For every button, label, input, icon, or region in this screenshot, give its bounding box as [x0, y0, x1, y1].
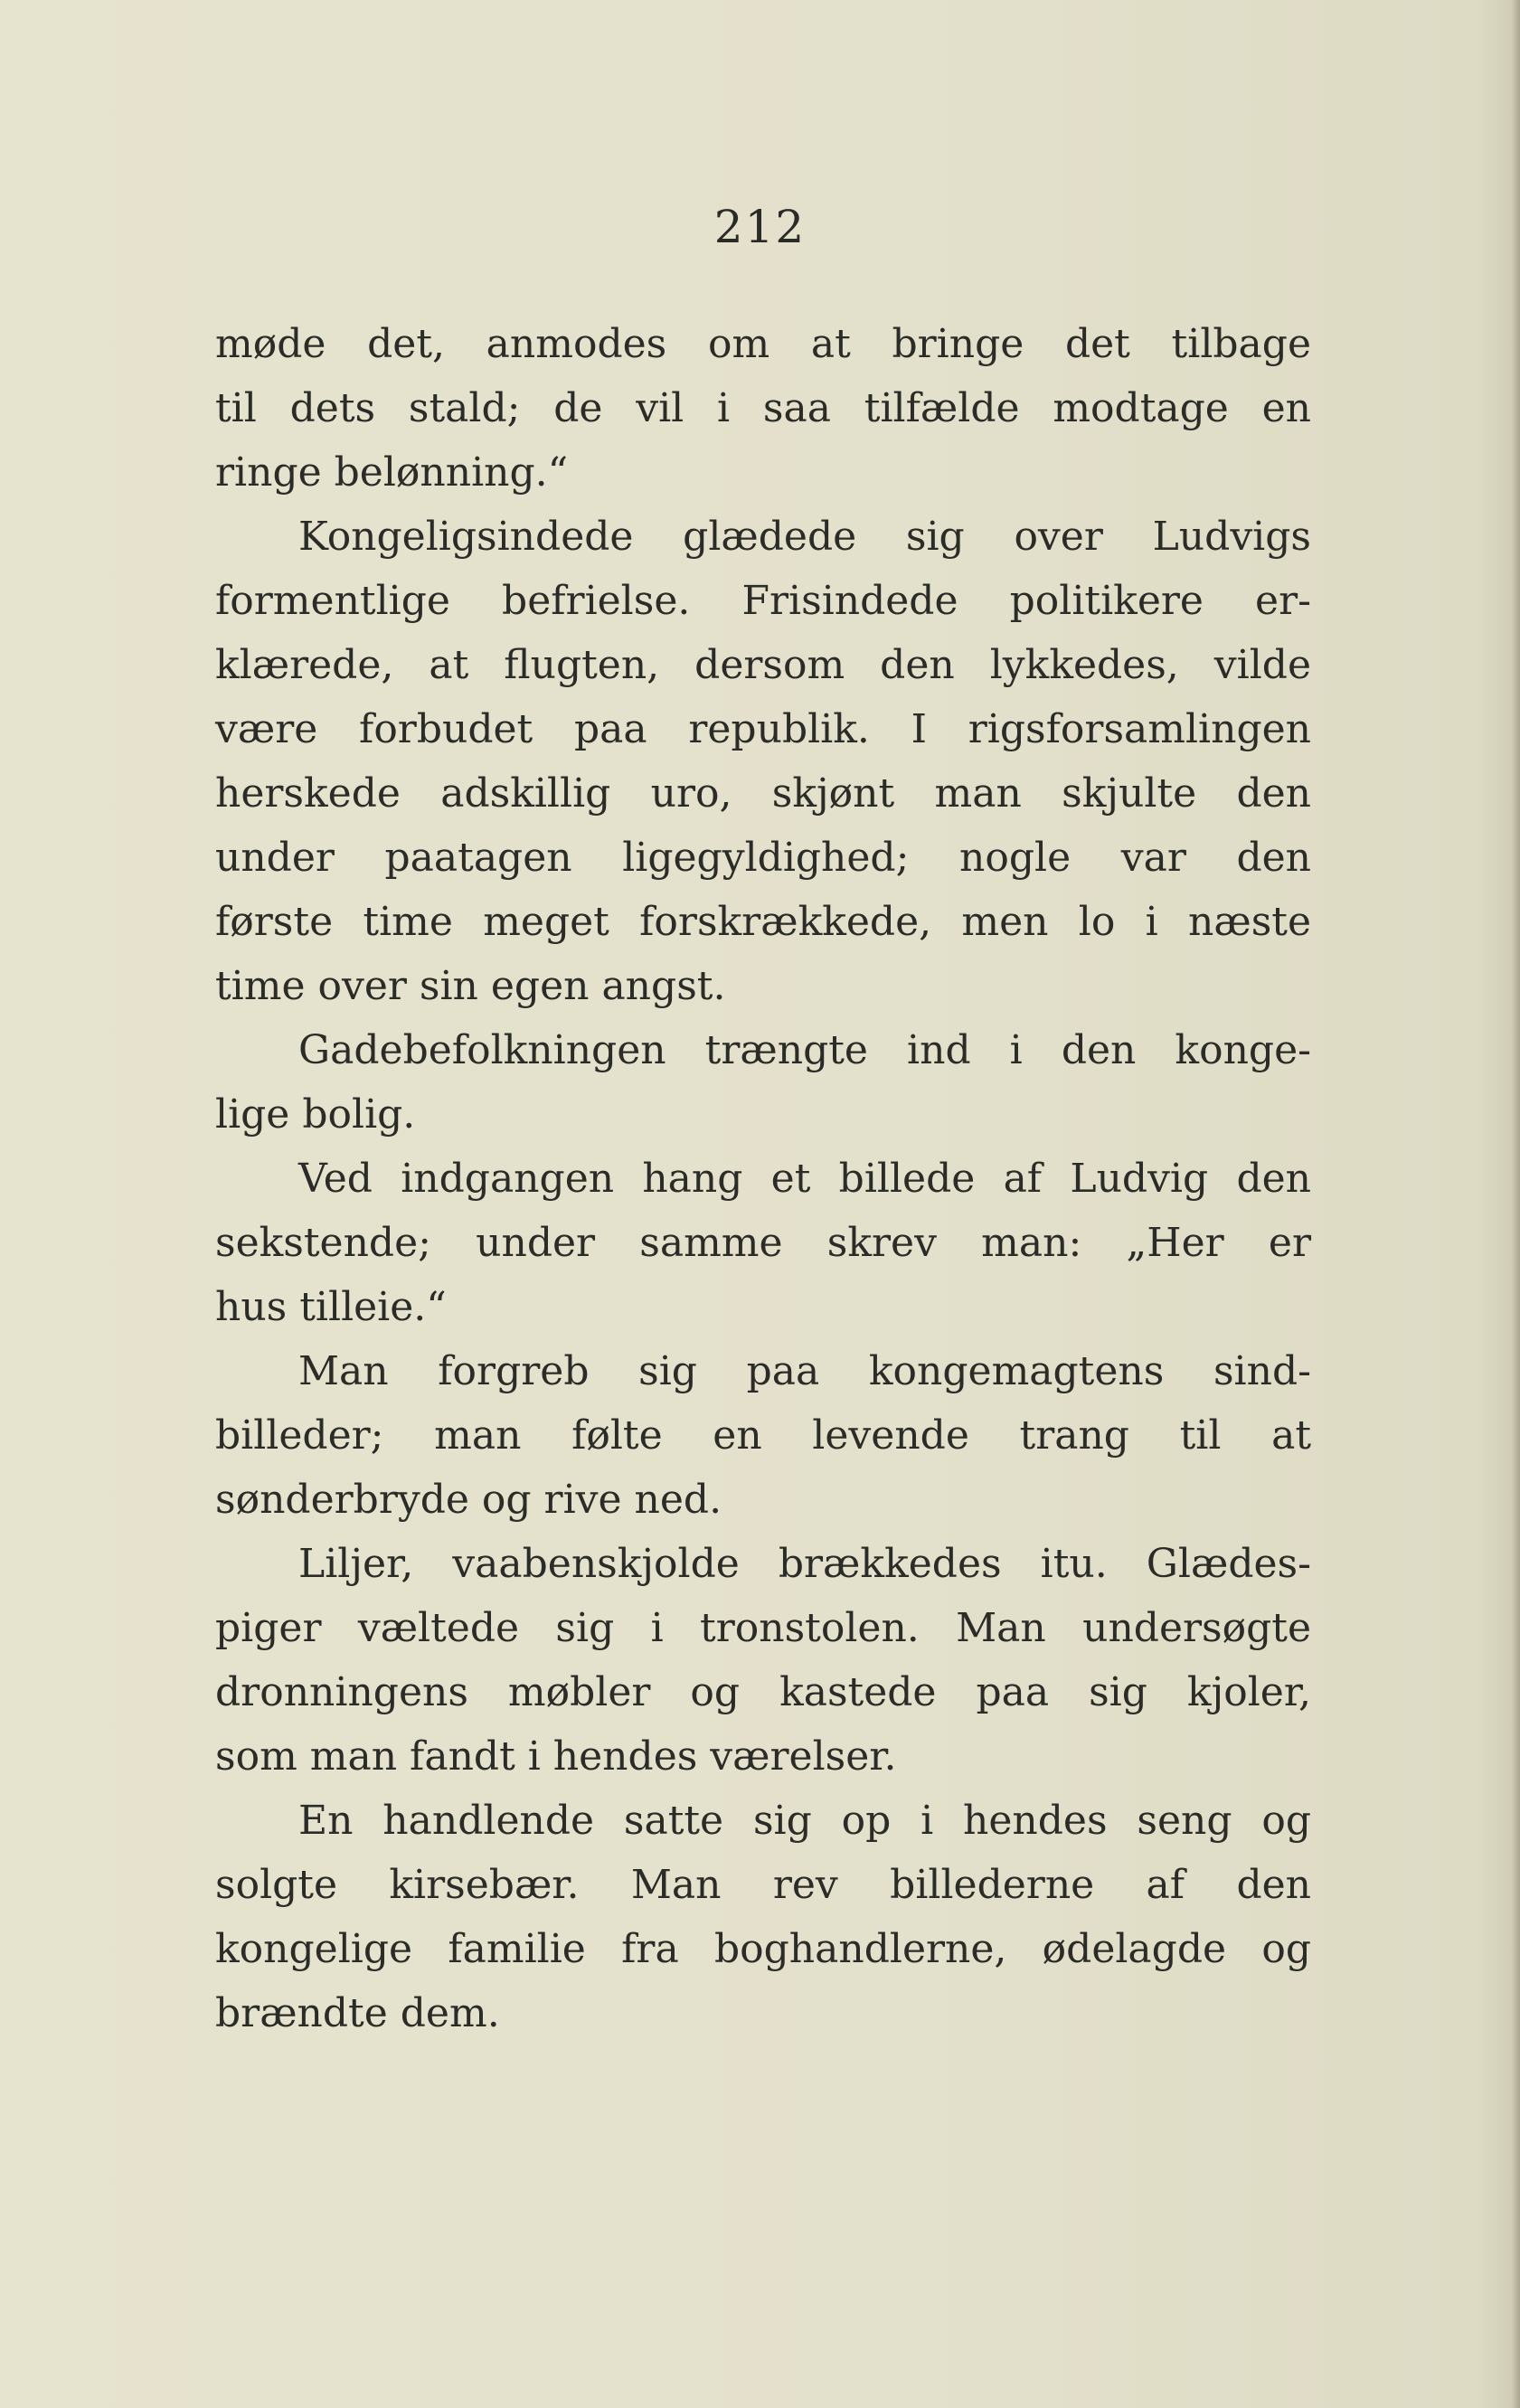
- text-line: Gadebefolkningen trængte ind i den konge-: [298, 1027, 1311, 1073]
- text-line: første time meget forskrækkede, men lo i næste: [215, 899, 1311, 945]
- text-line: være forbudet paa republik. I rigsforsamlingen: [215, 706, 1311, 752]
- text-line: brændte dem.: [215, 1990, 500, 2036]
- text-line: solgte kirsebær. Man rev billederne af den: [215, 1862, 1311, 1908]
- body-text: [215, 312, 1311, 2045]
- text-line: klærede, at flugten, dersom den lykkedes, vilde: [215, 642, 1311, 688]
- text-line: billeder; man følte en levende trang til at: [215, 1412, 1311, 1459]
- text-line: sekstende; under samme skrev man: „Her er: [215, 1220, 1311, 1266]
- text-line: ringe belønning.“: [215, 449, 569, 496]
- text-line: herskede adskillig uro, skjønt man skjulte den: [215, 770, 1311, 817]
- text-line: piger væltede sig i tronstolen. Man undersøgte: [215, 1605, 1311, 1651]
- text-line: møde det, anmodes om at bringe det tilbage: [215, 321, 1311, 367]
- page-edge-shadow: [1511, 0, 1520, 2408]
- text-line: Man forgreb sig paa kongemagtens sind-: [298, 1348, 1311, 1394]
- text-line: Ved indgangen hang et billede af Ludvig den: [298, 1156, 1311, 1202]
- text-line: formentlige befrielse. Frisindede politikere er-: [215, 578, 1311, 624]
- text-line: som man fandt i hendes værelser.: [215, 1733, 897, 1780]
- text-line: kongelige familie fra boghandlerne, ødelagde og: [215, 1926, 1311, 1972]
- text-line: Liljer, vaabenskjolde brækkedes itu. Glædes-: [298, 1541, 1311, 1587]
- text-line: under paatagen ligegyldighed; nogle var den: [215, 835, 1311, 881]
- text-line: til dets stald; de vil i saa tilfælde modtage en: [215, 385, 1311, 431]
- text-line: En handlende satte sig op i hendes seng og: [298, 1798, 1311, 1844]
- text-line: hus tilleie.“: [215, 1284, 447, 1330]
- text-line: dronningens møbler og kastede paa sig kjoler,: [215, 1669, 1311, 1715]
- text-line: Kongeligsindede glædede sig over Ludvigs: [298, 514, 1311, 560]
- text-line: time over sin egen angst.: [215, 963, 726, 1009]
- text-line: lige bolig.: [215, 1091, 416, 1138]
- text-line: sønderbryde og rive ned.: [215, 1477, 722, 1523]
- page-number: 212: [713, 201, 807, 253]
